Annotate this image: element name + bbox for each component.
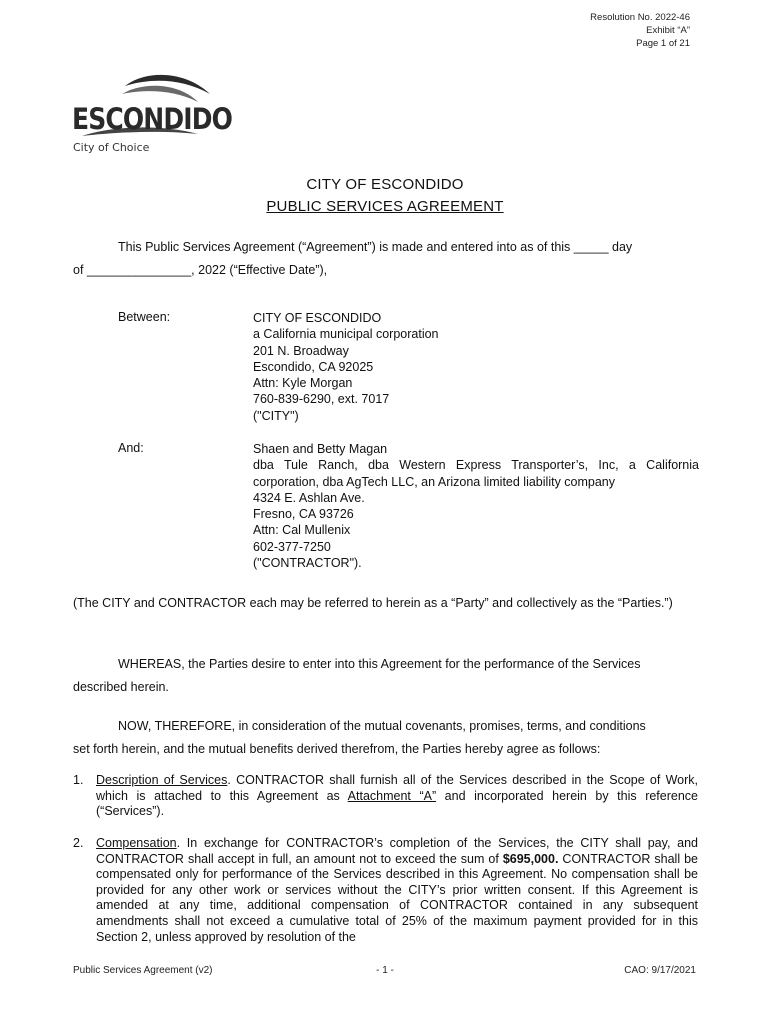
- contractor-address-block: [253, 441, 699, 571]
- whereas-line-1: WHEREAS, the Parties desire to enter into this Agreement for the performance of the Services: [118, 657, 641, 671]
- section-2-body: [96, 836, 698, 945]
- city-address-block: [253, 310, 699, 424]
- address-line: 760-839-6290, ext. 7017: [253, 392, 390, 407]
- compensation-amount: $695,000.: [502, 851, 559, 866]
- section-heading: Compensation: [96, 836, 177, 850]
- address-line: dba Tule Ranch, dba Western Express Transporter’s, Inc, a California corporation, dba AgTech LLC, an Arizona limited liability company: [253, 458, 699, 489]
- now-therefore-line-2: set forth herein, and the mutual benefits derived therefrom, the Parties hereby agree as follows:: [73, 742, 601, 756]
- title-line-2: PUBLIC SERVICES AGREEMENT: [266, 198, 504, 215]
- address-line: 201 N. Broadway: [253, 343, 349, 358]
- address-line: 602-377-7250: [253, 539, 331, 554]
- page-indicator: Page 1 of 21: [636, 38, 690, 49]
- attachment-reference: Attachment “A”: [347, 788, 437, 803]
- logo-tagline: City of Choice: [73, 141, 150, 154]
- section-text: CONTRACTOR shall be compensated only for performance of the Services described in this Agreement. No compensation shall be provided for any other work or services without the CITY’s prior written consent. If this Agreement is amended at any time, additional compensation of CONTRACTOR contained in any subsequent amendments shall not exceed a cumulative total of 25% of the maximum payment provided for in this Section 2, unless approved by resolution of the: [96, 851, 698, 944]
- footer-page-number: - 1 -: [376, 965, 394, 976]
- address-line: Attn: Cal Mullenix: [253, 523, 351, 538]
- address-line: Attn: Kyle Morgan: [253, 376, 353, 391]
- escondido-logo-graphic: [70, 72, 240, 160]
- address-line: Fresno, CA 93726: [253, 507, 354, 522]
- intro-line-1: This Public Services Agreement (“Agreement”) is made and entered into as of this _____ day: [118, 240, 633, 254]
- title-line-1: CITY OF ESCONDIDO: [306, 176, 464, 193]
- section-2: [73, 836, 698, 945]
- section-text: . In exchange for CONTRACTOR’s completion of the Services, the CITY shall pay, and CONTRACTOR shall accept in full, an amount not to exceed the sum of: [96, 836, 698, 866]
- address-line: CITY OF ESCONDIDO: [253, 311, 382, 325]
- document-header: [590, 11, 690, 50]
- resolution-number: Resolution No. 2022-46: [590, 12, 690, 23]
- section-number: 2.: [73, 836, 84, 850]
- address-line: a California municipal corporation: [253, 327, 439, 342]
- address-line: ("CONTRACTOR").: [253, 556, 362, 571]
- section-heading: Description of Services: [96, 773, 228, 787]
- address-line: Shaen and Betty Magan: [253, 442, 388, 456]
- between-label: Between:: [118, 310, 171, 324]
- section-number: 1.: [73, 773, 84, 787]
- now-therefore-line-1: NOW, THEREFORE, in consideration of the mutual covenants, promises, terms, and conditions: [118, 719, 646, 733]
- footer-right: CAO: 9/17/2021: [624, 965, 696, 976]
- and-label: And:: [118, 441, 144, 455]
- address-line: ("CITY"): [253, 408, 299, 423]
- footer-left: Public Services Agreement (v2): [73, 965, 213, 976]
- address-line: 4324 E. Ashlan Ave.: [253, 490, 365, 505]
- whereas-line-2: described herein.: [73, 680, 169, 694]
- section-1-body: [96, 773, 698, 820]
- parties-paragraph: (The CITY and CONTRACTOR each may be referred to herein as a “Party” and collectively as the “Parties.”): [73, 596, 673, 610]
- section-text: and incorporated herein by this reference (“Services”).: [96, 788, 698, 819]
- exhibit-label: Exhibit “A”: [646, 25, 690, 36]
- address-line: Escondido, CA 92025: [253, 359, 374, 374]
- escondido-logo: [70, 72, 240, 160]
- logo-wordmark: ESCONDIDO: [72, 102, 233, 136]
- section-1: [73, 773, 698, 820]
- intro-line-2: of _______________, 2022 (“Effective Date”),: [73, 263, 328, 277]
- section-text: . CONTRACTOR shall furnish all of the Services described in the Scope of Work, which is attached to this Agreement as: [96, 773, 699, 803]
